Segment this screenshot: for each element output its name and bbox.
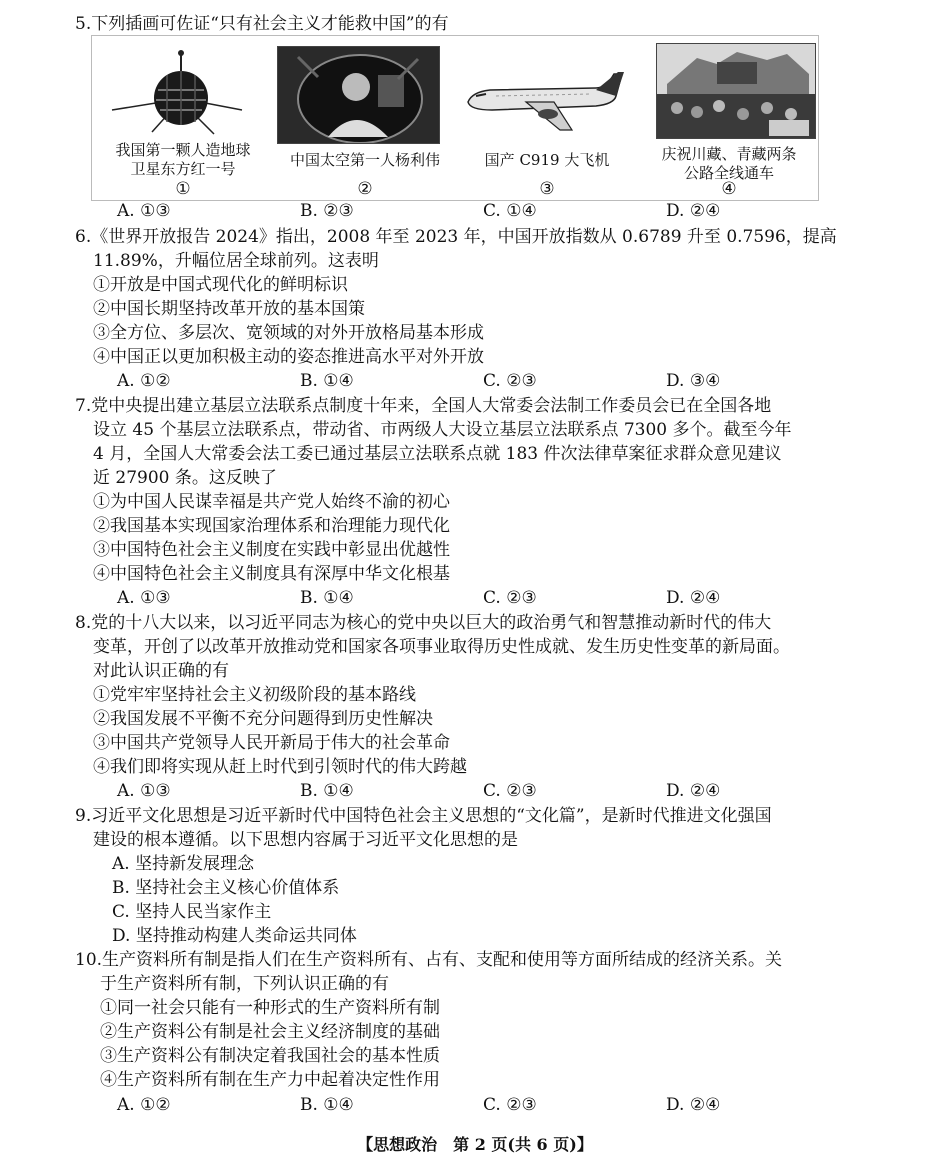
q8-stem-line-2: 变革，开创了以改革开放推动党和国家各项事业取得历史性成就、发生历史性变革的新局面。 — [93, 637, 790, 657]
q5-option-a[interactable]: A. ①③ — [117, 201, 171, 221]
q6-item-4: ④中国正以更加积极主动的姿态推进高水平对外开放 — [93, 347, 484, 367]
figure-airplane — [456, 36, 638, 202]
q9-stem-line-1: 9.习近平文化思想是习近平新时代中国特色社会主义思想的“文化篇”，是新时代推进文化强国 — [75, 806, 772, 826]
q10-option-b[interactable]: B. ①④ — [300, 1095, 354, 1115]
q7-option-b[interactable]: B. ①④ — [300, 588, 354, 608]
q7-item-3: ③中国特色社会主义制度在实践中彰显出优越性 — [93, 540, 450, 560]
q6-item-2: ②中国长期坚持改革开放的基本国策 — [93, 299, 365, 319]
q5-figure-panel — [91, 35, 819, 201]
q10-option-a[interactable]: A. ①② — [117, 1095, 171, 1115]
figure-1-caption-line-1: 我国第一颗人造地球 — [115, 141, 251, 159]
figure-3-caption: 国产 C919 大飞机 — [484, 151, 610, 169]
q9-option-b[interactable]: B. 坚持社会主义核心价值体系 — [112, 878, 340, 898]
q6-item-1: ①开放是中国式现代化的鲜明标识 — [93, 275, 348, 295]
q10-item-1: ①同一社会只能有一种形式的生产资料所有制 — [100, 998, 440, 1018]
q8-stem-line-1: 8.党的十八大以来，以习近平同志为核心的党中央以巨大的政治勇气和智慧推动新时代的伟大 — [75, 613, 772, 633]
q10-stem-line-1: 10.生产资料所有制是指人们在生产资料所有、占有、支配和使用等方面所结成的经济关系。关 — [75, 950, 783, 970]
figure-4-number: ④ — [721, 179, 737, 199]
q8-item-3: ③中国共产党领导人民开新局于伟大的社会革命 — [93, 733, 450, 753]
q5-stem: 5.下列插画可佐证“只有社会主义才能救中国”的有 — [75, 14, 449, 34]
q8-item-4: ④我们即将实现从赶上时代到引领时代的伟大跨越 — [93, 757, 467, 777]
q6-option-d[interactable]: D. ③④ — [666, 371, 721, 391]
figure-satellite — [92, 36, 274, 202]
q10-item-3: ③生产资料公有制决定着我国社会的基本性质 — [100, 1046, 440, 1066]
figure-1-number: ① — [175, 179, 191, 199]
q8-item-1: ①党牢牢坚持社会主义初级阶段的基本路线 — [93, 685, 416, 705]
q10-stem-line-2: 于生产资料所有制，下列认识正确的有 — [100, 974, 389, 994]
q7-stem-line-4: 近 27900 条。这反映了 — [93, 468, 277, 488]
q8-item-2: ②我国发展不平衡不充分问题得到历史性解决 — [93, 709, 433, 729]
potala-celebration-image — [657, 44, 816, 139]
q8-stem-line-3: 对此认识正确的有 — [93, 661, 229, 681]
q8-option-a[interactable]: A. ①③ — [117, 781, 171, 801]
q10-item-4: ④生产资料所有制在生产力中起着决定性作用 — [100, 1070, 440, 1090]
figure-1-caption-line-2: 卫星东方红一号 — [130, 160, 236, 178]
figure-celebration — [638, 36, 820, 202]
q5-option-c[interactable]: C. ①④ — [483, 201, 537, 221]
q10-option-d[interactable]: D. ②④ — [666, 1095, 721, 1115]
figure-2-caption: 中国太空第一人杨利伟 — [289, 151, 440, 169]
q7-stem-line-3: 4 月，全国人大常委会法工委已通过基层立法联系点就 183 件次法律草案征求群众意见建议 — [93, 444, 782, 464]
q7-option-d[interactable]: D. ②④ — [666, 588, 721, 608]
q10-item-2: ②生产资料公有制是社会主义经济制度的基础 — [100, 1022, 440, 1042]
q5-option-b[interactable]: B. ②③ — [300, 201, 354, 221]
q9-stem-line-2: 建设的根本遵循。以下思想内容属于习近平文化思想的是 — [93, 830, 518, 850]
c919-airplane-illustration — [456, 44, 638, 144]
q7-option-c[interactable]: C. ②③ — [483, 588, 537, 608]
astronaut-photo — [277, 46, 440, 144]
figure-4-caption-line-2: 公路全线通车 — [683, 164, 774, 182]
q6-stem-line-1: 6.《世界开放报告 2024》指出，2008 年至 2023 年，中国开放指数从 0.6789 升至 0.7596，提高 — [75, 227, 837, 247]
satellite-illustration — [92, 40, 274, 140]
q9-option-d[interactable]: D. 坚持推动构建人类命运共同体 — [112, 926, 357, 946]
figure-4-caption-line-1: 庆祝川藏、青藏两条 — [661, 145, 797, 163]
q7-option-a[interactable]: A. ①③ — [117, 588, 171, 608]
q7-stem-line-2: 设立 45 个基层立法联系点，带动省、市两级人大设立基层立法联系点 7300 多个。截至今年 — [93, 420, 792, 440]
q8-option-d[interactable]: D. ②④ — [666, 781, 721, 801]
celebration-photo — [656, 43, 816, 139]
q7-item-1: ①为中国人民谋幸福是共产党人始终不渝的初心 — [93, 492, 450, 512]
figure-2-number: ② — [357, 179, 373, 199]
q8-option-c[interactable]: C. ②③ — [483, 781, 537, 801]
q8-option-b[interactable]: B. ①④ — [300, 781, 354, 801]
q6-option-b[interactable]: B. ①④ — [300, 371, 354, 391]
q6-stem-line-2: 11.89%，升幅位居全球前列。这表明 — [93, 251, 379, 271]
q6-option-c[interactable]: C. ②③ — [483, 371, 537, 391]
q9-option-a[interactable]: A. 坚持新发展理念 — [112, 854, 255, 874]
q7-item-4: ④中国特色社会主义制度具有深厚中华文化根基 — [93, 564, 450, 584]
q7-stem-line-1: 7.党中央提出建立基层立法联系点制度十年来，全国人大常委会法制工作委员会已在全国各地 — [75, 396, 772, 416]
q6-item-3: ③全方位、多层次、宽领域的对外开放格局基本形成 — [93, 323, 484, 343]
q10-option-c[interactable]: C. ②③ — [483, 1095, 537, 1115]
q9-option-c[interactable]: C. 坚持人民当家作主 — [112, 902, 272, 922]
q5-option-d[interactable]: D. ②④ — [666, 201, 721, 221]
q7-item-2: ②我国基本实现国家治理体系和治理能力现代化 — [93, 516, 450, 536]
figure-3-number: ③ — [539, 179, 555, 199]
page-footer: 【思想政治 第 2 页(共 6 页)】 — [357, 1135, 593, 1154]
figure-astronaut — [274, 36, 456, 202]
astronaut-image — [278, 47, 440, 144]
q6-option-a[interactable]: A. ①② — [117, 371, 171, 391]
